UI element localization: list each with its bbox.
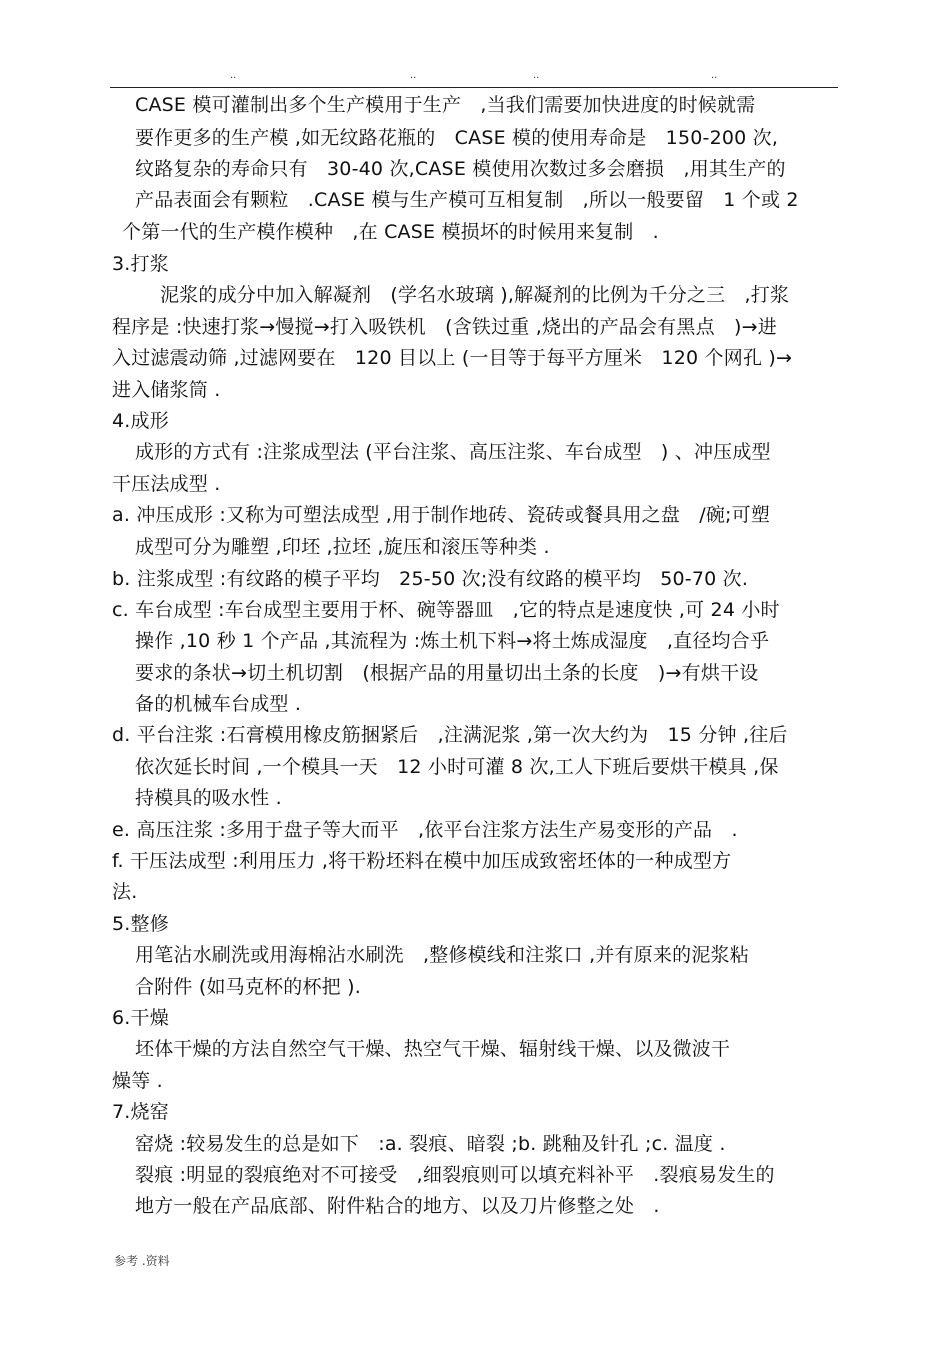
section-heading: 5.整修	[112, 913, 169, 935]
list-item: b. 注浆成型 :有纹路的模子平均 25-50 次;没有纹路的模平均 50-70 次.	[112, 568, 749, 590]
list-item: c. 车台成型 :车台成型主要用于杯、碗等器皿 ,它的特点是速度快 ,可 24 小时	[112, 599, 780, 621]
header-dots: ..	[410, 70, 417, 81]
text-line: 要求的条状→切土机切割 (根据产品的用量切出土条的长度 )→有烘干设	[135, 662, 759, 684]
list-item: a. 冲压成形 :又称为可塑法成型 ,用于制作地砖、瓷砖或餐具用之盘 /碗;可塑	[112, 504, 771, 526]
text-line: 程序是 :快速打浆→慢搅→打入吸铁机 (含铁过重 ,烧出的产品会有黑点 )→进	[112, 316, 777, 338]
text-line: 产品表面会有颗粒 .CASE 模与生产模可互相复制 ,所以一般要留 1 个或 2	[135, 189, 799, 211]
text-line: 个第一代的生产模作模种 ,在 CASE 模损坏的时候用来复制 .	[122, 221, 659, 243]
list-item: e. 高压注浆 :多用于盘子等大而平 ,依平台注浆方法生产易变形的产品 .	[112, 819, 738, 841]
page-footer: 参考 .资料	[114, 1254, 170, 1268]
text-line: CASE 模可灌制出多个生产模用于生产 ,当我们需要加快进度的时候就需	[135, 94, 756, 116]
section-heading: 4.成形	[112, 410, 169, 432]
section-heading: 7.烧窑	[112, 1101, 169, 1123]
text-line: 坯体干燥的方法自然空气干燥、热空气干燥、辐射线干燥、以及微波干	[135, 1038, 731, 1060]
text-line: 备的机械车台成型 .	[135, 693, 302, 715]
text-line: 燥等 .	[112, 1070, 163, 1092]
text-line: 裂痕 :明显的裂痕绝对不可接受 ,细裂痕则可以填充料补平 .裂痕易发生的	[135, 1164, 775, 1186]
text-line: 操作 ,10 秒 1 个产品 ,其流程为 :炼土机下料→将土炼成湿度 ,直径均合乎	[135, 630, 770, 652]
section-heading: 3.打浆	[112, 253, 169, 275]
text-line: 要作更多的生产模 ,如无纹路花瓶的 CASE 模的使用寿命是 150-200 次,	[135, 127, 779, 149]
text-line: 用笔沾水刷洗或用海棉沾水刷洗 ,整修模线和注浆口 ,并有原来的泥浆粘	[135, 944, 749, 966]
text-line: 依次延长时间 ,一个模具一天 12 小时可灌 8 次,工人下班后要烘干模具 ,保	[135, 756, 779, 778]
list-item: d. 平台注浆 :石膏模用橡皮筋捆紧后 ,注满泥浆 ,第一次大约为 15 分钟 ,往后	[112, 724, 788, 746]
text-line: 窑烧 :较易发生的总是如下 :a. 裂痕、暗裂 ;b. 跳釉及针孔 ;c. 温度 .	[135, 1133, 726, 1155]
text-line: 泥浆的成分中加入解凝剂 (学名水玻璃 ),解凝剂的比例为千分之三 ,打浆	[160, 284, 790, 306]
header-dots: ..	[230, 70, 237, 81]
text-line: 成形的方式有 :注浆成型法 (平台注浆、高压注浆、车台成型 ) 、冲压成型	[135, 441, 771, 463]
header-dots: ..	[711, 70, 718, 81]
text-line: 入过滤震动筛 ,过滤网要在 120 目以上 (一目等于每平方厘米 120 个网孔 )→	[112, 347, 793, 369]
text-line: 纹路复杂的寿命只有 30-40 次,CASE 模使用次数过多会磨损 ,用其生产的	[135, 158, 786, 180]
text-line: 法.	[112, 881, 138, 903]
text-line: 成型可分为雕塑 ,印坯 ,拉坯 ,旋压和滚压等种类 .	[135, 536, 550, 558]
text-line: 合附件 (如马克杯的杯把 ).	[135, 976, 361, 998]
text-line: 地方一般在产品底部、附件粘合的地方、以及刀片修整之处 .	[135, 1195, 660, 1217]
header-rule	[110, 87, 838, 88]
section-heading: 6.干燥	[112, 1007, 169, 1029]
text-line: 持模具的吸水性 .	[135, 787, 282, 809]
list-item: f. 干压法成型 :利用压力 ,将干粉坯料在模中加压成致密坯体的一种成型方	[112, 850, 732, 872]
text-line: 干压法成型 .	[112, 473, 221, 495]
text-line: 进入储浆筒 .	[112, 379, 221, 401]
header-dots: ..	[533, 70, 540, 81]
